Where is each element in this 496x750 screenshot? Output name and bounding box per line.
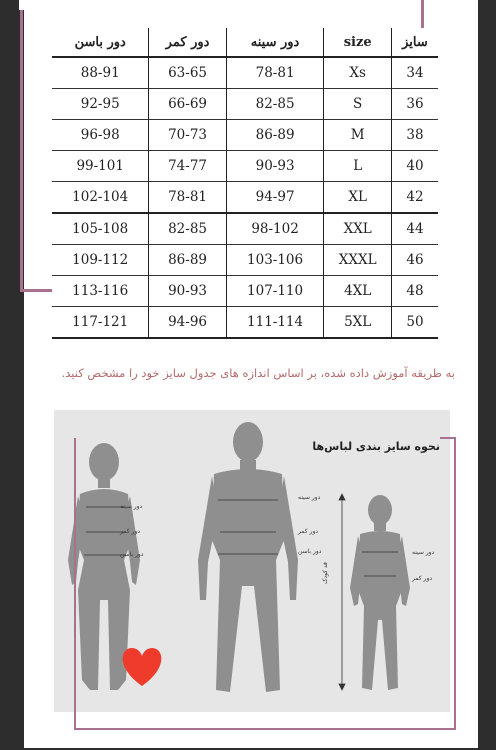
cell-hip: 117-121: [52, 307, 149, 339]
header-size-en: size: [324, 28, 391, 57]
cell-size-label: S: [324, 89, 391, 120]
cell-size-label: L: [324, 151, 391, 182]
cell-hip: 96-98: [52, 120, 149, 151]
table-row: [52, 276, 438, 307]
cell-size-number: 34: [391, 57, 438, 89]
cell-waist: 66-69: [149, 89, 226, 120]
cell-size-number: 40: [391, 151, 438, 182]
table-row: [52, 245, 438, 276]
cell-size-number: 42: [391, 182, 438, 214]
cell-hip: 113-116: [52, 276, 149, 307]
cell-size-label: M: [324, 120, 391, 151]
table-row: [52, 307, 438, 339]
cell-size-number: 48: [391, 276, 438, 307]
cell-size-number: 46: [391, 245, 438, 276]
diagram-decorative-frame: [74, 438, 456, 730]
cell-chest: 90-93: [226, 151, 324, 182]
cell-chest: 111-114: [226, 307, 324, 339]
cell-chest: 98-102: [226, 213, 324, 245]
man-chest-label: دور سینه: [298, 494, 321, 501]
cell-hip: 102-104: [52, 182, 149, 214]
diagram-title: نحوه سایز بندی لباس‌ها: [312, 440, 440, 453]
header-chest: دور سینه: [226, 28, 324, 57]
table-row: [52, 57, 438, 89]
cell-waist: 82-85: [149, 213, 226, 245]
cell-waist: 70-73: [149, 120, 226, 151]
cell-size-number: 50: [391, 307, 438, 339]
cell-waist: 94-96: [149, 307, 226, 339]
cell-size-number: 36: [391, 89, 438, 120]
frame-corner-tick: [440, 437, 456, 439]
cell-waist: 63-65: [149, 57, 226, 89]
cell-chest: 107-110: [226, 276, 324, 307]
cell-hip: 92-95: [52, 89, 149, 120]
table-header-row: [52, 28, 438, 57]
cell-size-label: XL: [324, 182, 391, 214]
table-row: [52, 151, 438, 182]
child-height-label: قد کودک: [322, 562, 329, 584]
cell-hip: 99-101: [52, 151, 149, 182]
woman-waist-label: دور کمر: [120, 528, 141, 535]
man-hip-label: دور باسن: [298, 548, 322, 555]
cell-size-label: 5XL: [324, 307, 391, 339]
cell-size-label: Xs: [324, 57, 391, 89]
cell-chest: 78-81: [226, 57, 324, 89]
man-waist-label: دور کمر: [298, 528, 319, 535]
cell-hip: 109-112: [52, 245, 149, 276]
cell-waist: 78-81: [149, 182, 226, 214]
cell-chest: 82-85: [226, 89, 324, 120]
instruction-caption: به طریقه آموزش داده شده، بر اساس اندازه های جدول سایز خود را مشخص کنید.: [61, 366, 455, 380]
header-size-fa: سایز: [391, 28, 438, 57]
cell-hip: 105-108: [52, 213, 149, 245]
cell-size-label: XXL: [324, 213, 391, 245]
child-waist-label: دور کمر: [412, 575, 433, 582]
cell-waist: 86-89: [149, 245, 226, 276]
table-row: [52, 182, 438, 214]
cell-waist: 74-77: [149, 151, 226, 182]
table-row: [52, 120, 438, 151]
cell-chest: 94-97: [226, 182, 324, 214]
cell-size-label: XXXL: [324, 245, 391, 276]
cell-hip: 88-91: [52, 57, 149, 89]
cell-size-label: 4XL: [324, 276, 391, 307]
woman-hip-label: دور باسن: [120, 551, 144, 558]
cell-size-number: 38: [391, 120, 438, 151]
header-waist: دور کمر: [149, 28, 226, 57]
cell-chest: 103-106: [226, 245, 324, 276]
cell-size-number: 44: [391, 213, 438, 245]
size-chart-table: [52, 28, 438, 339]
woman-chest-label: دور سینه: [120, 503, 143, 510]
table-row: [52, 213, 438, 245]
table-row: [52, 89, 438, 120]
child-chest-label: دور سینه: [412, 549, 435, 556]
cell-chest: 86-89: [226, 120, 324, 151]
header-hip: دور باسن: [52, 28, 149, 57]
cell-waist: 90-93: [149, 276, 226, 307]
